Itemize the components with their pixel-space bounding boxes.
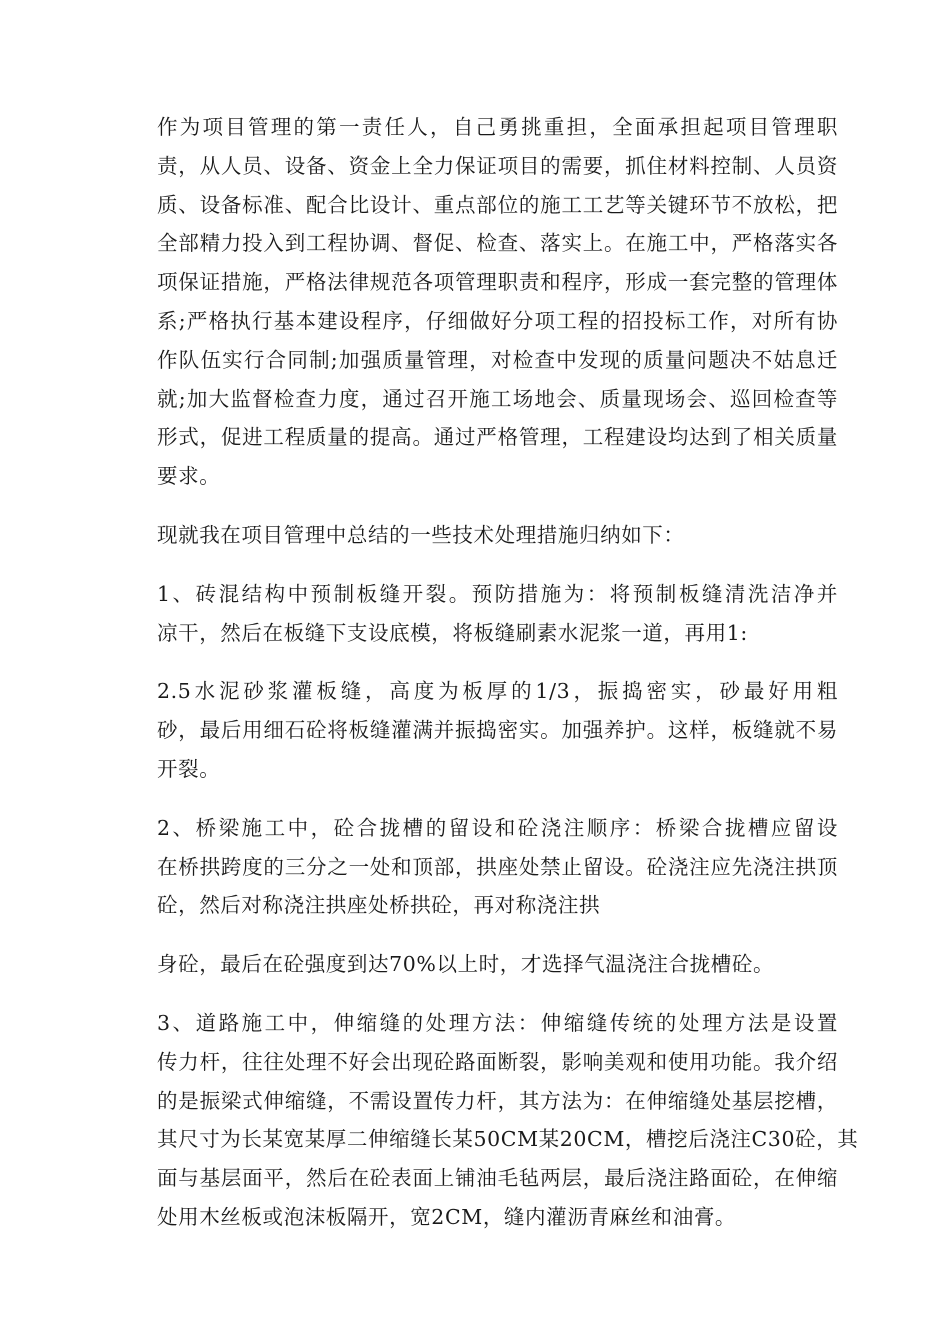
text-line: 3、道路施工中，伸缩缝的处理方法：伸缩缝传统的处理方法是设置 bbox=[157, 1010, 838, 1035]
text-line: 凉干，然后在板缝下支设底模，将板缝刷素水泥浆一道，再用1: bbox=[157, 620, 748, 645]
text-line: 责，从人员、设备、资金上全力保证项目的需要，抓住材料控制、人员资 bbox=[157, 153, 838, 178]
text-line: 处用木丝板或泡沫板隔开，宽2CM，缝内灌沥青麻丝和油膏。 bbox=[157, 1204, 737, 1229]
text-line: 的是振梁式伸缩缝，不需设置传力杆，其方法为：在伸缩缝处基层挖槽， bbox=[157, 1088, 838, 1113]
text-line: 传力杆，往往处理不好会出现砼路面断裂，影响美观和使用功能。我介绍 bbox=[157, 1049, 838, 1074]
paragraph-item-2 bbox=[116, 809, 838, 925]
text-line: 要求。 bbox=[157, 464, 221, 489]
text-line: 面与基层面平，然后在砼表面上铺油毛毡两层，最后浇注路面砼，在伸缩 bbox=[157, 1166, 838, 1191]
text-line: 作队伍实行合同制;加强质量管理，对检查中发现的质量问题决不姑息迁 bbox=[157, 347, 838, 372]
text-line: 2、桥梁施工中，砼合拢槽的留设和砼浇注顺序：桥梁合拢槽应留设 bbox=[157, 815, 838, 840]
text-line: 在桥拱跨度的三分之一处和顶部，拱座处禁止留设。砼浇注应先浇注拱顶 bbox=[157, 854, 838, 879]
paragraph-item-1 bbox=[116, 575, 838, 653]
text-line: 其尺寸为长某宽某厚二伸缩缝长某50CM某20CM，槽挖后浇注C30砼，其 bbox=[157, 1127, 859, 1152]
text-line: 系;严格执行基本建设程序，仔细做好分项工程的招投标工作，对所有协 bbox=[157, 308, 838, 333]
paragraph-item-2-continued bbox=[116, 945, 838, 984]
text-line: 开裂。 bbox=[157, 756, 221, 781]
text-line: 就;加大监督检查力度，通过召开施工场地会、质量现场会、巡回检查等 bbox=[157, 386, 838, 411]
paragraph-item-1-continued bbox=[116, 672, 838, 788]
paragraph-project-management bbox=[116, 108, 838, 496]
paragraph-item-3 bbox=[116, 1004, 859, 1237]
text-line: 作为项目管理的第一责任人，自己勇挑重担，全面承担起项目管理职 bbox=[157, 115, 838, 139]
text-line: 1、砖混结构中预制板缝开裂。预防措施为：将预制板缝清洗洁净并 bbox=[157, 581, 838, 606]
text-line: 质、设备标准、配合比设计、重点部位的施工工艺等关键环节不放松，把 bbox=[157, 192, 838, 217]
text-line: 现就我在项目管理中总结的一些技术处理措施归纳如下： bbox=[157, 522, 685, 547]
text-line: 项保证措施，严格法律规范各项管理职责和程序，形成一套完整的管理体 bbox=[157, 270, 838, 295]
document-body bbox=[116, 108, 859, 1257]
text-line: 形式，促进工程质量的提高。通过严格管理，工程建设均达到了相关质量 bbox=[157, 425, 838, 450]
text-line: 2.5水泥砂浆灌板缝，高度为板厚的1/3，振捣密实，砂最好用粗 bbox=[157, 679, 838, 704]
text-line: 砂，最后用细石砼将板缝灌满并振捣密实。加强养护。这样，板缝就不易 bbox=[157, 718, 838, 743]
text-line: 身砼，最后在砼强度到达70%以上时，才选择气温浇注合拢槽砼。 bbox=[157, 952, 775, 977]
text-line: 全部精力投入到工程协调、督促、检查、落实上。在施工中，严格落实各 bbox=[157, 231, 838, 256]
paragraph-summary-intro bbox=[116, 516, 838, 555]
text-line: 砼，然后对称浇注拱座处桥拱砼，再对称浇注拱 bbox=[157, 893, 601, 918]
